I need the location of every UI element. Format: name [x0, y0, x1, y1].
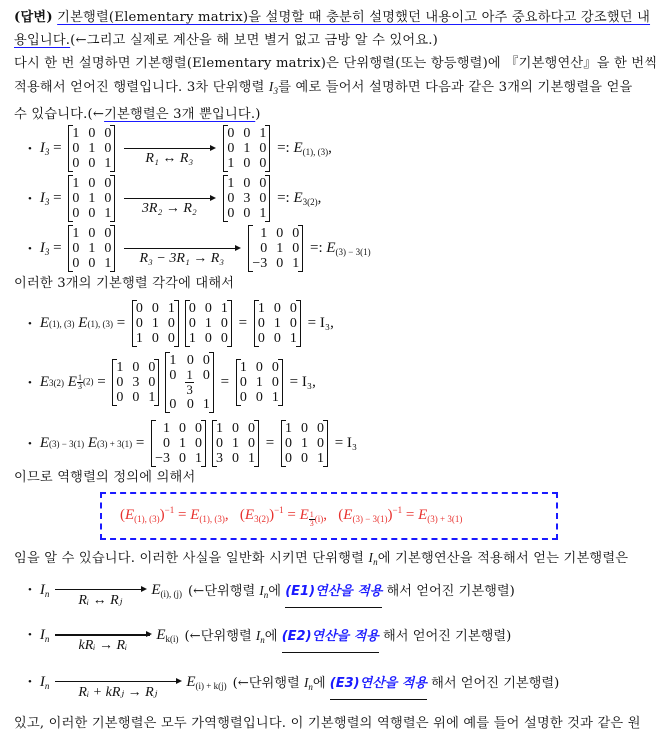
identity-n-symbol: $I_n$	[368, 550, 378, 567]
inverse-formula: $(E_{(1), (3)})^{-1} = E_{(1), (3)}$	[120, 505, 225, 524]
intro-underlined-text-2: 용입니다.	[14, 33, 71, 48]
intro-aside: (←그리고 실제로 계산을 해 보면 별거 없고 금방 알 수 있어요.)	[70, 33, 439, 48]
intro-line-4-pre: 적용해서 얻어진 행렬입니다. 3차 단위행렬	[14, 80, 269, 95]
operation-label: R₃ − 3R₁ → R₃	[139, 251, 225, 267]
inverse-label: 이므로 역행렬의 정의에 의해서	[14, 470, 196, 485]
product-row: • E (3) − 3(1) E (3) + 3(1) = 1 0 0 0 1 0 −3 0 1 1 0 0 0 1 0 3 0 1 = 1 0 0 0 1 0 0 0 1 = I₃	[28, 421, 358, 466]
general-row: • $I_n$ kRᵢ → Rᵢ $E_{k(i)}$ (←단위행렬 $I_n$에 (E2)연산을 적용 해서 얻어진 기본행렬)	[28, 626, 512, 653]
generalization-post: 에 기본행연산을 적용해서 얻는 기본행렬은	[377, 551, 629, 566]
intro-line-5-pre: 수 있습니다.(←	[14, 107, 105, 122]
example-row: • $I_3$ = 1 0 0 0 1 0 0 0 1 R₁ ↔ R₃ 0 0 1 0 1 0 1 0 0 =: $E_{(1), (3)}$,	[28, 126, 332, 171]
intro-line-4-post: 를 예로 들어서 설명하면 다음과 같은 3개의 기본행렬을 얻을	[278, 80, 633, 95]
intro-underlined-text-3: 기본행렬은 3개 뿐입니다.	[104, 107, 256, 122]
arrow-icon	[55, 589, 145, 590]
bullet-icon: •	[28, 242, 32, 255]
operation-emphasis: (E1)연산을 적용	[285, 584, 382, 608]
identity-matrix: 1 0 0 0 1 0 0 0 1	[236, 359, 283, 406]
identity-symbol: $I_3$	[268, 79, 279, 96]
elementary-matrix: 1 0 0 0 3 0 0 0 1	[112, 359, 159, 406]
inverse-matrix: 1 0 0 0 $\frac{1}{3}$ 0 0 0 1	[165, 352, 214, 413]
inverse-matrix: 1 0 0 0 1 0 3 0 1	[212, 420, 259, 467]
intro-line-5	[14, 103, 659, 126]
inverse-matrix: 0 0 1 0 1 0 1 0 0	[185, 300, 232, 347]
bullet-icon: •	[28, 437, 32, 450]
row-operation-arrow	[124, 248, 239, 267]
arrow-icon	[55, 634, 150, 635]
elementary-matrix: 1 0 0 0 1 0 −3 0 1	[248, 225, 303, 272]
intro-underlined-text: 기본행렬(Elementary matrix)을 설명할 때 충분히 설명했던 내용이고 아주 중요하다고 강조했던 내	[57, 10, 651, 25]
operation-emphasis: (E3)연산을 적용	[330, 676, 427, 700]
operation-label: Rᵢ + kRⱼ → Rⱼ	[78, 685, 158, 701]
elementary-matrix: 1 0 0 0 3 0 0 0 1	[223, 175, 270, 222]
example-row: • $I_3$ = 1 0 0 0 1 0 0 0 1 R₃ − 3R₁ → R₃ 1 0 0 0 1 0 −3 0 1 =: $E_{(3) - 3(1)}$	[28, 226, 371, 271]
intro-paragraph	[14, 6, 659, 126]
general-note: (←단위행렬 $I_n$에 (E2)연산을 적용 해서 얻어진 기본행렬)	[185, 625, 512, 645]
operation-label: 3R₂ → R₂	[141, 201, 197, 217]
elementary-matrix: 0 0 1 0 1 0 1 0 0	[223, 125, 270, 172]
operation-label: R₁ ↔ R₃	[145, 151, 194, 167]
closing-line: 있고, 이러한 기본행렬은 모두 가역행렬입니다. 이 기본행렬의 역행렬은 위에 예를 들어 설명한 것과 같은 원	[14, 716, 641, 731]
bullet-icon: •	[28, 142, 32, 155]
bullet-icon: •	[28, 317, 32, 330]
row-operation-arrow	[55, 589, 145, 609]
general-row: • $I_n$ Rᵢ + kRⱼ → Rⱼ $E_{(i) + k(j)}$ (←단위행렬 $I_n$에 (E3)연산을 적용 해서 얻어진 기본행렬)	[28, 673, 560, 701]
identity-matrix: 1 0 0 0 1 0 0 0 1	[68, 225, 115, 272]
product-row: • E 3(2) E $\frac{1}{3}$ (2) = 1 0 0 0 3 0 0 0 1 1 0 0 0 $\frac{1}{3}$ 0 0 0 1 = 1 0 0 0 1 0 0 0 1 = I₃,	[28, 353, 316, 412]
operation-label: Rᵢ ↔ Rⱼ	[78, 593, 123, 609]
example-row: • $I_3$ = 1 0 0 0 1 0 0 0 1 3R₂ → R₂ 1 0 0 0 3 0 0 0 1 =: $E_{3(2)}$,	[28, 176, 322, 221]
row-operation-arrow	[124, 198, 214, 217]
row-operation-arrow	[55, 681, 180, 701]
elementary-matrix: 0 0 1 0 1 0 1 0 0	[132, 300, 179, 347]
operation-emphasis: (E2)연산을 적용	[282, 629, 379, 653]
arrow-icon	[124, 198, 214, 199]
operation-label: kRᵢ → Rᵢ	[78, 637, 128, 653]
bullet-icon: •	[28, 676, 32, 689]
row-operation-arrow	[55, 634, 150, 653]
bullet-icon: •	[28, 629, 32, 641]
elementary-matrix: 1 0 0 0 1 0 −3 0 1	[151, 420, 206, 467]
product-row: • E (1), (3) E (1), (3) = 0 0 1 0 1 0 1 0 0 0 0 1 0 1 0 1 0 0 = 1 0 0 0 1 0 0 0 1 = I₃,	[28, 301, 334, 346]
fraction: $\frac{1}{3}$	[186, 367, 193, 397]
generalization-pre: 임을 알 수 있습니다. 이러한 사실을 일반화 시키면 단위행렬	[14, 551, 369, 566]
inverse-formula: $(E_{3(2)})^{-1} = E$ $_{\frac{1}{3} (i)}$	[239, 505, 324, 529]
identity-matrix: 1 0 0 0 1 0 0 0 1	[68, 175, 115, 222]
intro-line-2	[14, 29, 659, 52]
general-note: (←단위행렬 $I_n$에 (E3)연산을 적용 해서 얻어진 기본행렬)	[233, 672, 560, 692]
row-operation-arrow	[124, 148, 214, 167]
intro-line-4	[14, 75, 659, 103]
answer-label: (답변)	[14, 10, 53, 25]
general-note: (←단위행렬 $I_n$에 (E1)연산을 적용 해서 얻어진 기본행렬)	[188, 580, 515, 600]
identity-matrix: 1 0 0 0 1 0 0 0 1	[281, 420, 328, 467]
intro-line-5-post: )	[255, 107, 261, 122]
general-row: • $I_n$ Rᵢ ↔ Rⱼ $E_{(i), (j)}$ (←단위행렬 $I_n$에 (E1)연산을 적용 해서 얻어진 기본행렬)	[28, 581, 515, 609]
intro-line-1	[14, 6, 659, 29]
identity-matrix: 1 0 0 0 1 0 0 0 1	[68, 125, 115, 172]
inverse-formulas: $(E_{(1), (3)})^{-1} = E_{(1), (3)}$, $(E_{3(2)})^{-1} = E$ $_{\frac{1}{3} (i)}$, $(E_{(3) - 3(1)})^{-1} = E_{(3) + 3(1)}$	[120, 505, 463, 529]
bullet-icon: •	[28, 584, 32, 597]
each-label: 이러한 3개의 기본행렬 각각에 대해서	[14, 276, 235, 291]
generalization-line	[14, 546, 659, 574]
arrow-icon	[124, 248, 239, 249]
arrow-icon	[55, 681, 180, 682]
arrow-icon	[124, 148, 214, 149]
identity-matrix: 1 0 0 0 1 0 0 0 1	[254, 300, 301, 347]
bullet-icon: •	[28, 192, 32, 205]
inverse-formula: $(E_{(3) - 3(1)})^{-1} = E_{(3) + 3(1)}$	[338, 505, 463, 524]
bullet-icon: •	[28, 376, 32, 389]
intro-line-3: 다시 한 번 설명하면 기본행렬(Elementary matrix)은 단위행렬(또는 항등행렬)에 『기본행연산』을 한 번씩	[14, 56, 658, 71]
